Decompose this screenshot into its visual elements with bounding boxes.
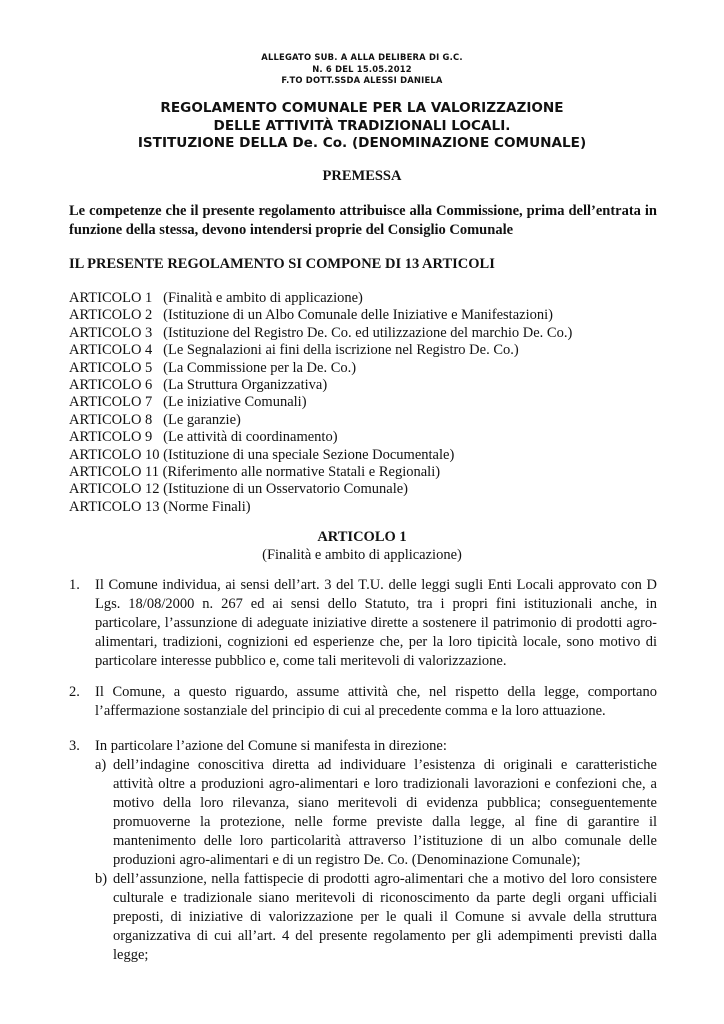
sub-item-b (95, 870, 657, 965)
document-title (0, 100, 724, 153)
article-list-item: ARTICOLO 7 (Le iniziative Comunali) (69, 394, 307, 411)
article-list-item: ARTICOLO 1 (Finalità e ambito di applicazione) (69, 290, 363, 306)
paragraph-number: 1. (69, 577, 80, 593)
paragraph-text: Il Comune, a questo riguardo, assume attività che, nel rispetto della legge, comportano l’affermazione sostanziale del principio di cui al precedente comma e la loro attuazione. (95, 684, 657, 719)
article-list-item: ARTICOLO 9 (Le attività di coordinamento) (69, 429, 338, 446)
articolo-1-subtitle: (Finalità e ambito di applicazione) (262, 547, 462, 563)
title-line: ISTITUZIONE DELLA De. Co. (DENOMINAZIONE COMUNALE) (137, 135, 587, 151)
paragraph-text: In particolare l’azione del Comune si manifesta in direzione: (95, 738, 447, 754)
article-list-item: ARTICOLO 2 (Istituzione di un Albo Comunale delle Iniziative e Manifestazioni) (69, 307, 553, 324)
allegato-line: F.TO DOTT.SSDA ALESSI DANIELA (281, 75, 443, 85)
articolo-1-title: ARTICOLO 1 (317, 529, 407, 545)
article-list-item: ARTICOLO 6 (La Struttura Organizzativa) (69, 377, 328, 394)
article-list-item: ARTICOLO 4 (Le Segnalazioni ai fini della iscrizione nel Registro De. Co.) (69, 342, 519, 359)
paragraph-3 (69, 737, 657, 965)
paragraph-2 (69, 683, 657, 721)
articolo-1-heading (0, 528, 724, 564)
compone-heading: IL PRESENTE REGOLAMENTO SI COMPONE DI 13 ARTICOLI (69, 256, 495, 272)
paragraph-text: Il Comune individua, ai sensi dell’art. 3 del T.U. delle leggi sugli Enti Locali approvato con D Lgs. 18/08/2000 n. 267 ed ai sensi dello Statuto, tra i propri fini istituzionali anche, in particolare, l’assunzione di adeguate iniziative dirette a sostenere il patrimonio di prodotti agro-alimentari, tradizioni, cognizioni ed esperienze che, per la loro tipicità locale, sono motivo di particolare interesse pubblico e, come tali meritevoli di valorizzazione. (95, 577, 657, 669)
sub-item-label: a) (95, 757, 107, 773)
title-line: DELLE ATTIVITÀ TRADIZIONALI LOCALI. (213, 117, 511, 134)
article-list-item: ARTICOLO 12 (Istituzione di un Osservatorio Comunale) (69, 481, 409, 498)
allegato-note (0, 52, 724, 87)
article-list-item: ARTICOLO 10 (Istituzione di una speciale Sezione Documentale) (69, 446, 455, 463)
allegato-line: N. 6 DEL 15.05.2012 (312, 63, 412, 74)
article-list-item: ARTICOLO 8 (Le garanzie) (69, 411, 241, 428)
sub-item-a (95, 756, 657, 870)
sub-item-text: dell’indagine conoscitiva diretta ad individuare l’esistenza di originali e caratteristiche attività oltre a produzioni agro-alimentari e loro tradizionali lavorazioni e confezioni che, a motivo della loro rilevanza, siano meritevoli di evidenza pubblica; conseguentemente promuoverne la protezione, nelle forme previste dalla legge, al fine di garantire il mantenimento delle loro particolarità attraverso l’istituzione di un albo comunale delle produzioni agro-alimentari e di un registro De. Co. (Denominazione Comunale); (113, 757, 657, 868)
paragraph-number: 2. (69, 684, 80, 700)
premessa-text: Le competenze che il presente regolamento attribuisce alla Commissione, prima dell’entrata in funzione della stessa, devono intendersi proprie del Consiglio Comunale (69, 203, 657, 238)
paragraph-number: 3. (69, 738, 80, 754)
article-list (69, 290, 669, 516)
allegato-line: ALLEGATO SUB. A ALLA DELIBERA DI G.C. (261, 52, 463, 62)
article-list-item: ARTICOLO 11 (Riferimento alle normative Statali e Regionali) (69, 464, 441, 481)
sub-item-label: b) (95, 871, 108, 887)
article-list-item: ARTICOLO 5 (La Commissione per la De. Co.) (69, 359, 357, 376)
paragraph-1 (69, 576, 657, 671)
title-line: REGOLAMENTO COMUNALE PER LA VALORIZZAZIONE (160, 100, 564, 116)
sub-item-text: dell’assunzione, nella fattispecie di prodotti agro-alimentari che a motivo del loro consistere culturale e tradizionale siano meritevoli di riconoscimento da parte degli organi ufficiali preposti, di iniziative di valorizzazione per le quali il Comune si avvale della struttura organizzativa di cui all’art. 4 del presente regolamento per gli adempimenti previsti dalla legge; (113, 871, 657, 963)
premessa-heading: PREMESSA (322, 168, 402, 184)
article-list-item: ARTICOLO 13 (Norme Finali) (69, 498, 251, 515)
article-list-item: ARTICOLO 3 (Istituzione del Registro De. Co. ed utilizzazione del marchio De. Co.) (69, 324, 573, 341)
